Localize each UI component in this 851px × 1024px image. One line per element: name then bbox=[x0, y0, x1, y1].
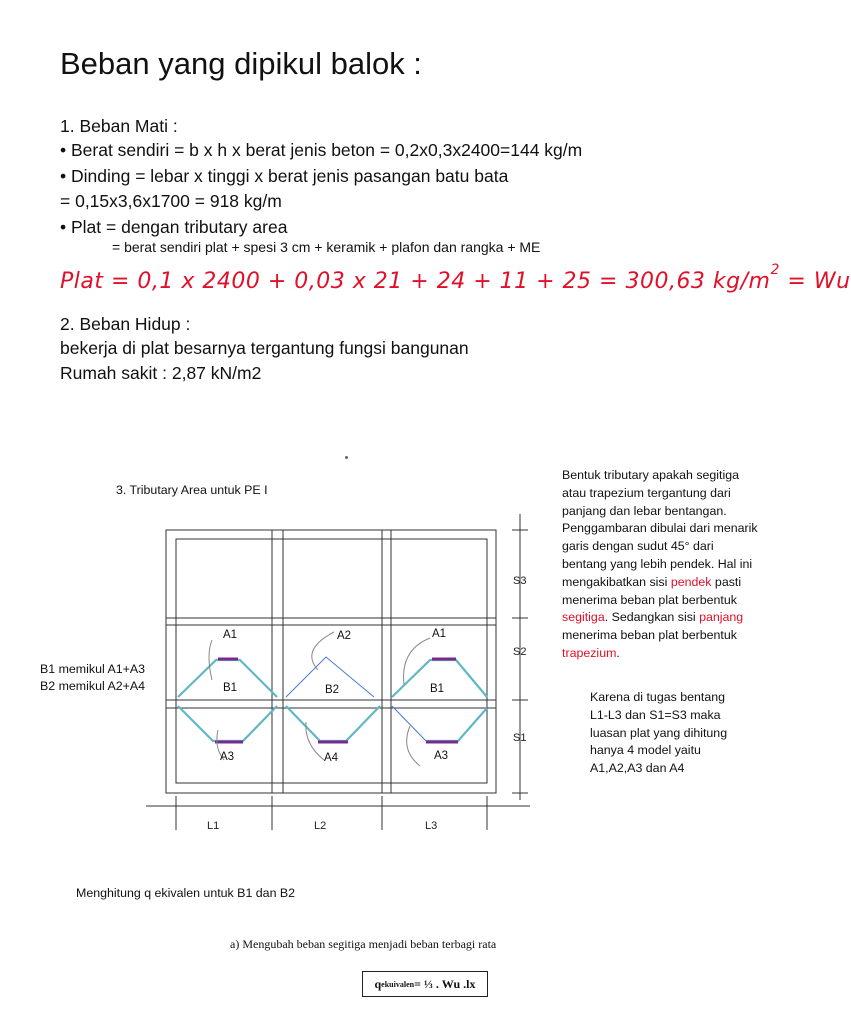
dinding-bullet: • Dinding = lebar x tinggi x berat jenis pasangan batu bata bbox=[60, 166, 509, 186]
label-b1-left: B1 bbox=[223, 682, 238, 694]
note-text-4: menerima beban plat berbentuk bbox=[562, 628, 737, 643]
note-red-trapezium: trapezium bbox=[562, 645, 617, 660]
note-red-pendek: pendek bbox=[670, 574, 712, 589]
beban-mati-heading: 1. Beban Mati : bbox=[60, 116, 178, 136]
handwritten-tail: = Wu bbox=[779, 269, 851, 294]
span-l3: L3 bbox=[425, 820, 438, 832]
label-a1-right: A1 bbox=[432, 628, 447, 640]
ekivalen-heading: Menghitung q ekivalen untuk B1 dan B2 bbox=[76, 886, 296, 900]
page-title: Beban yang dipikul balok : bbox=[60, 46, 422, 81]
formula-rest: = ⅓ . Wu .lx bbox=[414, 976, 476, 991]
span-s3: S3 bbox=[513, 575, 527, 587]
beban-hidup-heading: 2. Beban Hidup : bbox=[60, 314, 191, 334]
handwritten-main: Plat = 0,1 x 2400 + 0,03 x 21 + 24 + 11 + 25 = 300,63 kg/m bbox=[60, 269, 771, 294]
model-count-note: Karena di tugas bentang L1-L3 dan S1=S3 maka luasan plat yang dihitung hanya 4 model yaitu A1,A2,A3 dan A4 bbox=[590, 690, 728, 776]
tributary-explanation bbox=[562, 467, 758, 663]
label-a1-left: A1 bbox=[223, 629, 238, 641]
note-text-2: pasti menerima beban plat berbentuk bbox=[562, 574, 742, 607]
q-ekivalen-formula bbox=[362, 971, 488, 997]
b1-note: B1 memikul A1+A3 bbox=[40, 662, 146, 676]
formula-q: q bbox=[374, 976, 382, 991]
ekivalen-subheading: a) Mengubah beban segitiga menjadi beban terbagi rata bbox=[230, 937, 497, 951]
note-red-panjang: panjang bbox=[699, 610, 744, 625]
beban-hidup-line2: Rumah sakit : 2,87 kN/m2 bbox=[60, 363, 262, 383]
tributary-caption: 3. Tributary Area untuk PE I bbox=[116, 483, 268, 497]
b2-note: B2 memikul A2+A4 bbox=[40, 679, 146, 693]
bay-right-tributary bbox=[392, 638, 487, 766]
label-b2: B2 bbox=[325, 684, 340, 696]
dinding-value: = 0,15x3,6x1700 = 918 kg/m bbox=[60, 191, 282, 211]
formula-sub: ekuivalen bbox=[381, 979, 415, 989]
note-text-3: . Sedangkan sisi bbox=[604, 610, 700, 625]
bay-middle-tributary bbox=[286, 632, 380, 760]
plat-bullet: • Plat = dengan tributary area bbox=[60, 217, 288, 237]
note-red-segitiga: segitiga bbox=[562, 610, 605, 625]
label-b1-right: B1 bbox=[430, 683, 445, 695]
span-l2: L2 bbox=[314, 820, 327, 832]
berat-sendiri-bullet: • Berat sendiri = b x h x berat jenis beton = 0,2x0,3x2400=144 kg/m bbox=[60, 140, 583, 160]
label-a3-left: A3 bbox=[220, 751, 235, 763]
plat-detail: = berat sendiri plat + spesi 3 cm + keramik + plafon dan rangka + ME bbox=[112, 239, 541, 255]
handwritten-sup: 2 bbox=[770, 262, 780, 278]
beban-hidup-line1: bekerja di plat besarnya tergantung fungsi bangunan bbox=[60, 338, 469, 358]
note-text-1: Bentuk tributary apakah segitiga atau trapezium tergantung dari panjang dan lebar bentangan. Penggambaran dibulai dari menarik garis dengan sudut 45° dari bentang yang lebih pendek. Hal ini mengakibatkan sisi bbox=[562, 468, 758, 589]
span-l1: L1 bbox=[207, 820, 220, 832]
label-a3-right: A3 bbox=[434, 750, 449, 762]
label-a2: A2 bbox=[337, 630, 352, 642]
label-a4: A4 bbox=[324, 752, 339, 764]
span-s2: S2 bbox=[513, 646, 527, 658]
span-s1: S1 bbox=[513, 732, 527, 744]
note-text-5: . bbox=[616, 645, 620, 660]
